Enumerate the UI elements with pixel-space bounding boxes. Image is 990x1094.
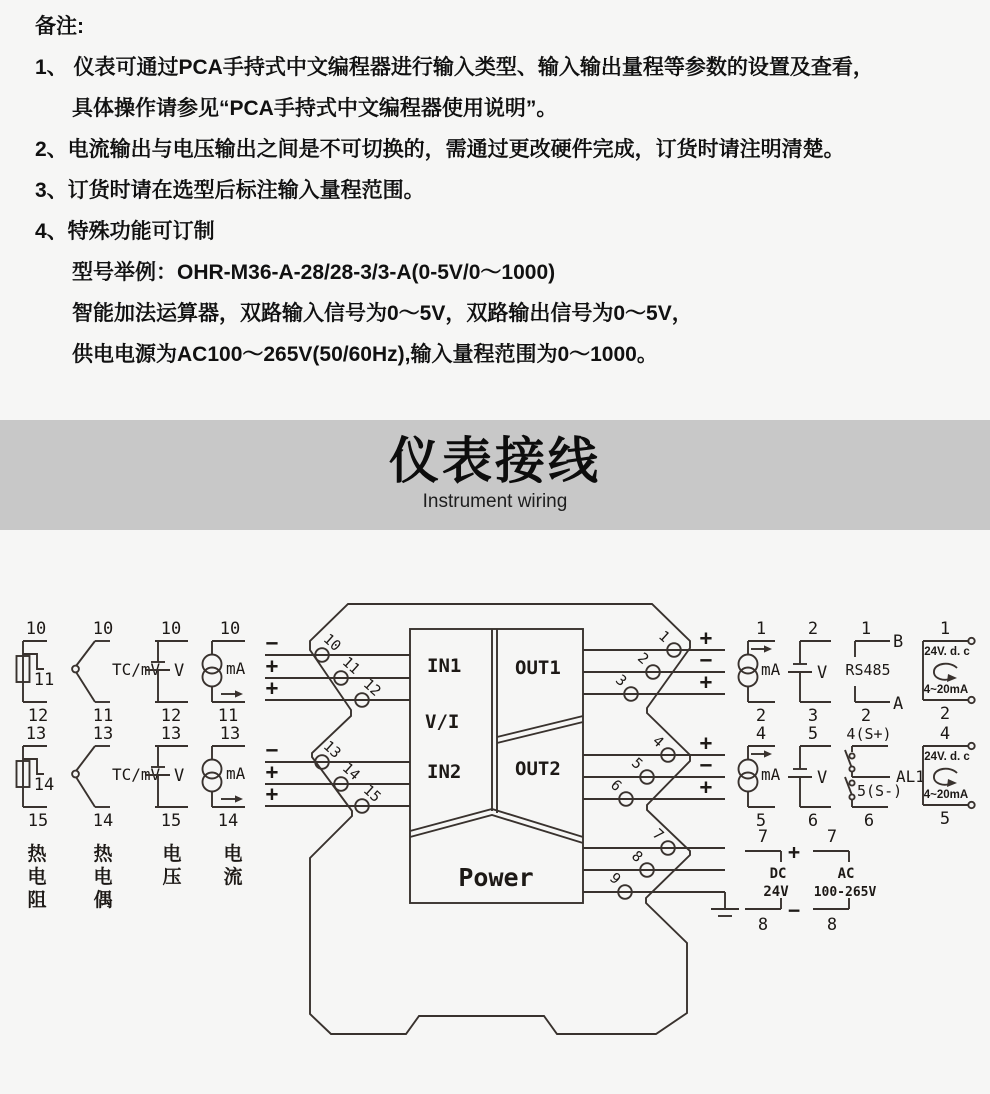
diagram-label: 2 bbox=[860, 706, 872, 726]
terminal-number: 2 bbox=[634, 650, 652, 668]
diagram-label: 13 bbox=[25, 724, 47, 744]
note-line-2: 具体操作请参见“PCA手持式中文编程器使用说明”。 bbox=[72, 97, 558, 120]
input-caption: 电 bbox=[223, 844, 243, 865]
polarity-sign: + bbox=[265, 654, 279, 678]
output-symbol-loop-1 bbox=[923, 619, 975, 724]
diagram-label: 11 bbox=[217, 706, 239, 726]
terminal-number: 10 bbox=[319, 631, 344, 655]
diagram-label: mA bbox=[226, 764, 246, 783]
input-caption: 阻 bbox=[27, 890, 47, 911]
section-subtitle: Instrument wiring bbox=[422, 491, 568, 512]
input-symbol-tc-2 bbox=[72, 724, 160, 831]
polarity-sign: − bbox=[265, 738, 279, 762]
terminal-number: 14 bbox=[338, 760, 363, 784]
input-caption: 热 bbox=[93, 844, 113, 865]
input-symbol-rtd-2 bbox=[17, 724, 55, 831]
input-caption: 压 bbox=[162, 867, 182, 888]
module-section-out1: OUT1 bbox=[515, 657, 561, 679]
diagram-label: 13 bbox=[92, 724, 114, 744]
terminal-circles bbox=[315, 628, 681, 899]
input-caption: 电 bbox=[162, 844, 182, 865]
diagram-label: 14 bbox=[217, 811, 239, 831]
module-section-vi: V/I bbox=[425, 711, 460, 733]
notes-section bbox=[35, 6, 975, 375]
note-line-3: 2、电流输出与电压输出之间是不可切换的，需通过更改硬件完成，订货时请注明清楚。 bbox=[35, 138, 845, 161]
loop-label: 4~20mA bbox=[923, 789, 969, 801]
diagram-label: B bbox=[893, 632, 904, 652]
terminal-number: 15 bbox=[359, 782, 384, 806]
diagram-label: 1 bbox=[755, 619, 767, 639]
polarity-sign: − bbox=[265, 631, 279, 655]
terminal-number: 12 bbox=[359, 676, 384, 700]
diagram-label: 15 bbox=[27, 811, 49, 831]
diagram-label: TC/mV bbox=[112, 765, 161, 784]
diagram-label: 10 bbox=[219, 619, 241, 639]
input-caption: 电 bbox=[27, 867, 47, 888]
terminal-number: 7 bbox=[649, 826, 667, 844]
diagram-label: AL1 bbox=[896, 767, 925, 786]
polarity-sign: + bbox=[699, 775, 713, 799]
power-supply-blocks bbox=[745, 827, 876, 935]
terminal-number: 4 bbox=[649, 733, 667, 751]
note-line-1: 1、 仪表可通过PCA手持式中文编程器进行输入类型、输入输出量程等参数的设置及查看， bbox=[35, 56, 874, 79]
diagram-label: 11 bbox=[92, 706, 114, 726]
input-caption: 热 bbox=[27, 844, 47, 865]
diagram-label: 10 bbox=[25, 619, 47, 639]
diagram-label: 4 bbox=[939, 724, 951, 744]
diagram-label: V bbox=[817, 768, 828, 788]
diagram-label: 5 bbox=[755, 811, 767, 831]
diagram-label: 2 bbox=[807, 619, 819, 639]
module-section-power: Power bbox=[458, 863, 534, 892]
output-symbol-rs485 bbox=[845, 619, 903, 726]
module-outline bbox=[310, 604, 690, 1034]
input-caption: 流 bbox=[223, 867, 243, 888]
section-title: 仪表接线 bbox=[389, 433, 601, 489]
loop-label: 24V. d. c bbox=[924, 751, 970, 763]
loop-label: 4~20mA bbox=[923, 684, 969, 696]
polarity-sign: + bbox=[265, 676, 279, 700]
polarity-sign: + bbox=[699, 670, 713, 694]
polarity-sign: + bbox=[265, 782, 279, 806]
input-captions bbox=[27, 842, 242, 911]
output-symbol-current-1 bbox=[739, 619, 781, 726]
diagram-label: 5 bbox=[807, 724, 819, 744]
module-section-in1: IN1 bbox=[427, 655, 462, 677]
note-line-7: 智能加法运算器，双路输入信号为0～5V，双路输出信号为0～5V， bbox=[72, 302, 693, 325]
output-symbol-loop-2 bbox=[923, 724, 975, 829]
diagram-label: 5(S-) bbox=[857, 782, 903, 800]
diagram-label: mA bbox=[761, 765, 781, 784]
terminal-number: 9 bbox=[606, 870, 624, 888]
module-section-in2: IN2 bbox=[427, 761, 462, 783]
diagram-label: 2 bbox=[939, 704, 951, 724]
diagram-label: 3 bbox=[807, 706, 819, 726]
note-line-8: 供电电源为AC100～265V(50/60Hz),输入量程范围为0～1000。 bbox=[72, 343, 658, 366]
diagram-label: TC/mV bbox=[112, 660, 161, 679]
diagram-label: 2 bbox=[755, 706, 767, 726]
loop-label: 24V. d. c bbox=[924, 646, 970, 658]
input-symbol-rtd-1 bbox=[17, 619, 55, 726]
output-symbol-voltage-1 bbox=[788, 619, 831, 726]
note-line-4: 3、订货时请在选型后标注输入量程范围。 bbox=[35, 179, 425, 202]
diagram-label: A bbox=[893, 694, 904, 714]
diagram-label: V bbox=[817, 663, 828, 683]
input-symbol-current-2 bbox=[203, 724, 246, 831]
diagram-label: 14 bbox=[33, 775, 55, 795]
input-symbol-current-1 bbox=[203, 619, 246, 726]
output-symbol-alarm bbox=[845, 725, 925, 831]
diagram-label: mA bbox=[226, 659, 246, 678]
terminal-number: 11 bbox=[338, 654, 363, 678]
terminal-number: 13 bbox=[319, 738, 344, 762]
diagram-label: AC bbox=[837, 866, 855, 882]
diagram-label: 8 bbox=[757, 915, 769, 935]
section-banner bbox=[0, 420, 990, 530]
input-caption: 电 bbox=[93, 867, 113, 888]
diagram-label: + bbox=[787, 840, 801, 864]
diagram-label: 1 bbox=[939, 619, 951, 639]
diagram-label: 5 bbox=[939, 809, 951, 829]
terminal-number: 8 bbox=[628, 848, 646, 866]
output-symbol-current-2 bbox=[739, 724, 781, 831]
diagram-label: 1 bbox=[860, 619, 872, 639]
diagram-label: 10 bbox=[92, 619, 114, 639]
terminal-number: 3 bbox=[612, 672, 630, 690]
diagram-label: 6 bbox=[863, 811, 875, 831]
note-line-5: 4、特殊功能可订制 bbox=[35, 220, 215, 243]
diagram-label: 4(S+) bbox=[846, 725, 892, 743]
diagram-label: 13 bbox=[160, 724, 182, 744]
terminal-number: 1 bbox=[655, 628, 673, 646]
diagram-label: RS485 bbox=[845, 661, 891, 679]
wiring-diagram bbox=[0, 540, 990, 1094]
diagram-label: V bbox=[174, 661, 185, 681]
diagram-label: 15 bbox=[160, 811, 182, 831]
polarity-sign: + bbox=[699, 731, 713, 755]
diagram-label: 7 bbox=[757, 827, 769, 847]
ground-icon bbox=[711, 909, 739, 916]
polarity-sign: − bbox=[699, 648, 713, 672]
diagram-label: 6 bbox=[807, 811, 819, 831]
notes-heading: 备注: bbox=[35, 15, 84, 38]
diagram-label: 100-265V bbox=[813, 885, 877, 900]
diagram-label: 4 bbox=[755, 724, 767, 744]
terminal-number: 6 bbox=[607, 777, 625, 795]
diagram-label: mA bbox=[761, 660, 781, 679]
terminal-number: 5 bbox=[628, 755, 646, 773]
diagram-label: 12 bbox=[160, 706, 182, 726]
module-section-out2: OUT2 bbox=[515, 758, 561, 780]
polarity-sign: + bbox=[699, 626, 713, 650]
diagram-label: V bbox=[174, 766, 185, 786]
polarity-sign: − bbox=[699, 753, 713, 777]
diagram-label: 14 bbox=[92, 811, 114, 831]
diagram-label: 12 bbox=[27, 706, 49, 726]
diagram-label: DC bbox=[769, 866, 787, 882]
note-line-6: 型号举例：OHR-M36-A-28/28-3/3-A(0-5V/0～1000) bbox=[72, 261, 556, 284]
output-symbol-voltage-2 bbox=[788, 724, 831, 831]
input-caption: 偶 bbox=[93, 890, 113, 911]
diagram-label: 11 bbox=[33, 670, 55, 690]
input-symbol-tc-1 bbox=[72, 619, 160, 726]
diagram-label: 13 bbox=[219, 724, 241, 744]
diagram-label: 24V bbox=[763, 884, 789, 900]
diagram-label: 7 bbox=[826, 827, 838, 847]
diagram-label: 10 bbox=[160, 619, 182, 639]
polarity-sign: + bbox=[265, 760, 279, 784]
diagram-label: − bbox=[787, 898, 801, 922]
diagram-label: 8 bbox=[826, 915, 838, 935]
